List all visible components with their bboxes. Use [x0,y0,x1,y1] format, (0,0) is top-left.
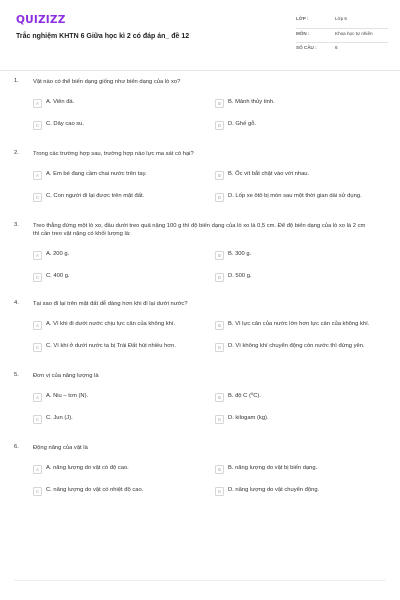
answer-letter-box: C [33,415,42,424]
answer-option-d[interactable] [215,480,389,502]
answer-letter-box: C [33,193,42,202]
meta-class-value: Lớp 6 [335,16,347,21]
answer-text: A. Vì khi đi dưới nước chịu lực cản của không khí. [46,321,176,328]
answer-text: D. Lốp xe ôtô bị mòn sau một thời gian dài sử dụng. [228,193,362,200]
answer-options [33,386,389,430]
answer-options [33,314,389,358]
answer-option-a[interactable] [33,458,215,480]
question-text: Đơn vị của năng lượng là [33,373,99,379]
answer-options [33,164,389,208]
answer-letter-box: B [215,251,224,260]
answer-text: C. Jun (J). [46,415,73,422]
header-divider [0,70,400,71]
answer-letter-box: D [215,415,224,424]
answer-option-b[interactable] [215,458,389,480]
answer-option-b[interactable] [215,314,389,336]
answer-letter-box: D [215,273,224,282]
worksheet-header [0,0,400,70]
answer-options [33,92,389,136]
worksheet-title: Trắc nghiệm KHTN 6 Giữa học kì 2 có đáp án_ đề 12 [16,33,190,40]
answer-option-a[interactable] [33,386,215,408]
meta-subject-row [296,29,388,44]
answer-text: A. năng lượng do vật có độ cao. [46,465,129,472]
answer-option-d[interactable] [215,114,389,136]
answer-letter-box: B [215,393,224,402]
answer-text: A. Niu – tơn (N). [46,393,89,400]
answer-options [33,244,389,288]
answer-text: A. 200 g. [46,251,70,258]
question-text: Tại sao đi lại trên mặt đất dễ dàng hơn khi đi lại dưới nước? [33,301,188,307]
answer-text: B. Mảnh thủy tinh. [228,99,275,106]
answer-option-c[interactable] [33,336,215,358]
question-number: 4. [14,300,19,306]
answer-text: A. Viên đá. [46,99,75,106]
meta-class-row [296,14,388,29]
answer-text: C. Con người đi lại được trên mặt đất. [46,193,145,200]
meta-subject-value: Khoa học tự nhiên [335,30,373,36]
answer-letter-box: C [33,121,42,130]
answer-letter-box: D [215,193,224,202]
answer-letter-box: A [33,251,42,260]
answer-text: C. Vì khi ở dưới nước ta bị Trái Đất hút nhiều hơn. [46,343,176,350]
answer-letter-box: B [215,99,224,108]
answer-letter-box: B [215,465,224,474]
answer-text: B. năng lượng do vật bị biến dạng. [228,465,318,472]
answer-letter-box: A [33,393,42,402]
question-text: Trong các trường hợp sau, trường hợp nào lực ma sát có hại? [33,151,194,157]
answer-option-b[interactable] [215,92,389,114]
answer-letter-box: C [33,487,42,496]
answer-option-b[interactable] [215,386,389,408]
worksheet-meta [296,14,388,58]
answer-letter-box: A [33,321,42,330]
answer-option-d[interactable] [215,408,389,430]
answer-text: D. năng lượng do vật chuyển động. [228,487,320,494]
question-3 [0,222,400,288]
meta-count-value: 6 [335,45,338,50]
answer-option-a[interactable] [33,244,215,266]
answer-letter-box: B [215,171,224,180]
answer-option-d[interactable] [215,266,389,288]
question-6 [0,444,400,502]
question-2 [0,150,400,208]
answer-letter-box: C [33,273,42,282]
question-4 [0,300,400,358]
answer-text: D. Vì không khí chuyển động còn nước thì đứng yên. [228,343,365,350]
answer-option-c[interactable] [33,186,215,208]
answer-text: B. Ốc vít bắt chặt vào với nhau. [228,171,310,178]
meta-count-row [296,43,388,58]
answer-option-c[interactable] [33,408,215,430]
answer-text: C. 400 g. [46,273,70,280]
question-text: Treo thẳng đứng một lò xo, đầu dưới treo quả nặng 100 g thì độ biến dạng của lò xo là 0,5 cm. Để độ biến dạng của lò xo là 2 cm thì cần treo vật nặng có khối lượng là: [33,223,366,237]
meta-subject-label: MÔN : [296,30,310,36]
answer-option-a[interactable] [33,92,215,114]
answer-option-b[interactable] [215,244,389,266]
answer-option-c[interactable] [33,480,215,502]
meta-count-label: SỐ CÂU : [296,45,317,50]
answer-text: B. Vì lực cản của nước lớn hơn lực cản của không khí. [228,321,370,328]
answer-text: A. Em bé đang cầm chai nước trên tay. [46,171,147,178]
answer-letter-box: D [215,343,224,352]
answer-option-a[interactable] [33,314,215,336]
answer-options [33,458,389,502]
question-number: 5. [14,372,19,378]
answer-text: B. 300 g. [228,251,252,258]
answer-letter-box: D [215,487,224,496]
answer-text: D. Ghế gỗ. [228,121,257,128]
question-5 [0,372,400,430]
question-text: Vật nào có thể biến dạng giống như biến dạng của lò xo? [33,79,181,85]
question-number: 6. [14,444,19,450]
question-list [0,78,400,502]
answer-option-c[interactable] [33,114,215,136]
answer-option-d[interactable] [215,186,389,208]
answer-letter-box: A [33,99,42,108]
answer-option-d[interactable] [215,336,389,358]
answer-letter-box: A [33,171,42,180]
answer-letter-box: B [215,321,224,330]
answer-letter-box: C [33,343,42,352]
answer-text: B. độ C (⁰C). [228,393,261,400]
answer-text: D. kilogam (kg). [228,415,269,422]
question-number: 2. [14,150,19,156]
question-1 [0,78,400,136]
question-text: Động năng của vật là [33,445,88,451]
meta-class-label: LỚP : [296,16,309,21]
answer-letter-box: A [33,465,42,474]
answer-option-b[interactable] [215,164,389,186]
quizizz-logo: QUIZIZZ [16,14,66,26]
answer-option-a[interactable] [33,164,215,186]
answer-text: D. 500 g. [228,273,252,280]
answer-letter-box: D [215,121,224,130]
question-number: 3. [14,222,19,228]
footer-divider [14,580,386,581]
answer-option-c[interactable] [33,266,215,288]
answer-text: C. Dây cao su. [46,121,85,128]
question-number: 1. [14,78,19,84]
answer-text: C. năng lượng do vật có nhiệt độ cao. [46,487,144,494]
